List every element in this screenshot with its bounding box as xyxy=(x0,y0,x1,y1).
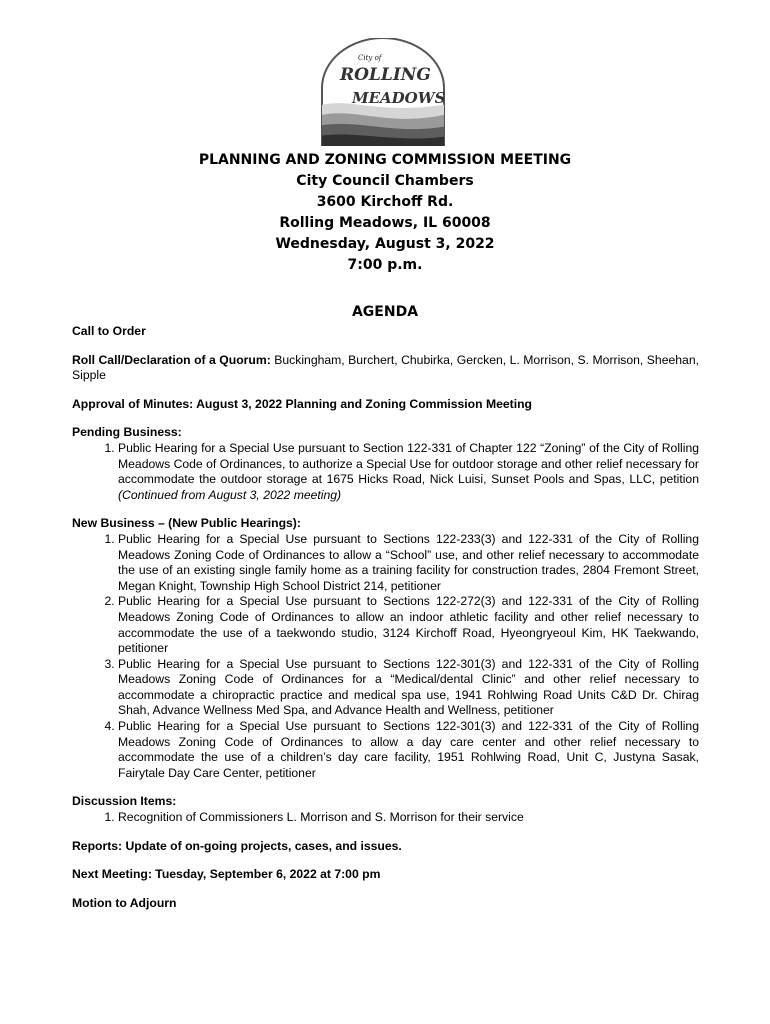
header-street: 3600 Kirchoff Rd. xyxy=(316,194,454,210)
logo-line1: ROLLING xyxy=(340,65,431,85)
meeting-header xyxy=(0,150,770,276)
pending-business-list xyxy=(72,441,699,503)
new-business xyxy=(72,516,699,781)
list-item: 3. Public Hearing for a Special Use pursuant to Sections 122-301(3) and 122-331 of the City of Rolling Meadows Zoning Code of Ordinances for a “Medical/dental Clinic” and other relief necessary to accommodate a chiropractic practice and medical spa use, 1941 Rohlwing Road Units C&D Dr. Chirag Shah, Advance Wellness Med Spa, and Advance Health and Wellness, petitioner xyxy=(118,657,699,719)
discussion-items-label: Discussion Items: xyxy=(72,794,177,809)
header-venue: City Council Chambers xyxy=(296,173,474,189)
agenda-title: AGENDA xyxy=(351,304,419,320)
next-meeting: Next Meeting: Tuesday, September 6, 2022 at 7:00 pm xyxy=(72,867,381,882)
pending-business-label: Pending Business: xyxy=(72,425,182,440)
list-item: 2. Public Hearing for a Special Use pursuant to Sections 122-272(3) and 122-331 of the City of Rolling Meadows Zoning Code of Ordinances to allow an indoor athletic facility and other relief necessary to accommodate the use of a taekwondo studio, 3124 Kirchoff Road, Hyeongryeoul Kim, HK Taekwando, petitioner xyxy=(118,594,699,656)
header-date: Wednesday, August 3, 2022 xyxy=(275,236,495,252)
list-item: 1. Public Hearing for a Special Use pursuant to Sections 122-233(3) and 122-331 of the City of Rolling Meadows Zoning Code of Ordinances to allow a “School” use, and other relief necessary to accommodate the use of an existing single family home as a training facility for construction trades, 2804 Fremont Street, Megan Knight, Township High School District 214, petitioner xyxy=(118,532,699,594)
roll-call-members: Buckingham, Burchert, Chubirka, Gercken, L. Morrison, S. Morrison, Sheehan, Sipple xyxy=(72,352,699,383)
header-city: Rolling Meadows, IL 60008 xyxy=(279,215,491,231)
call-to-order: Call to Order xyxy=(72,324,146,338)
pending-business xyxy=(72,425,699,503)
roll-call-label: Roll Call/Declaration of a Quorum: xyxy=(72,352,271,367)
new-business-list xyxy=(72,532,699,782)
pending-item-text: Public Hearing for a Special Use pursuant to Section 122-331 of Chapter 122 “Zoning” of the City of Rolling Meadows Code of Ordinances, to authorize a Special Use for outdoor storage and other relief necessary for accommodate the outdoor storage at 1675 Hicks Road, Nick Luisi, Sunset Pools and Spas, LLC, petition xyxy=(118,440,699,487)
logo-small-text: City of xyxy=(358,54,382,62)
city-logo xyxy=(318,38,448,146)
header-title: PLANNING AND ZONING COMMISSION MEETING xyxy=(198,152,572,168)
new-business-label: New Business – (New Public Hearings): xyxy=(72,516,301,531)
roll-call xyxy=(72,353,699,384)
logo-line2: MEADOWS xyxy=(352,89,446,107)
reports: Reports: Update of on-going projects, cases, and issues. xyxy=(72,838,402,853)
header-time: 7:00 p.m. xyxy=(347,257,423,273)
pending-item-note: (Continued from August 3, 2022 meeting) xyxy=(118,487,342,502)
agenda-content xyxy=(72,324,699,924)
list-item: 4. Public Hearing for a Special Use pursuant to Sections 122-301(3) and 122-331 of the City of Rolling Meadows Zoning Code of Ordinances to allow a day care center and other relief necessary to accommodate the use of a children’s day care facility, 1951 Rohlwing Road, Unit C, Justyna Sasak, Fairytale Day Care Center, petitioner xyxy=(118,719,699,781)
list-item xyxy=(118,441,699,503)
motion-to-adjourn: Motion to Adjourn xyxy=(72,895,177,910)
approval-of-minutes: Approval of Minutes: August 3, 2022 Planning and Zoning Commission Meeting xyxy=(72,396,532,411)
discussion-items xyxy=(72,794,699,825)
list-item: 1. Recognition of Commissioners L. Morrison and S. Morrison for their service xyxy=(118,810,699,826)
discussion-items-list xyxy=(72,810,699,826)
